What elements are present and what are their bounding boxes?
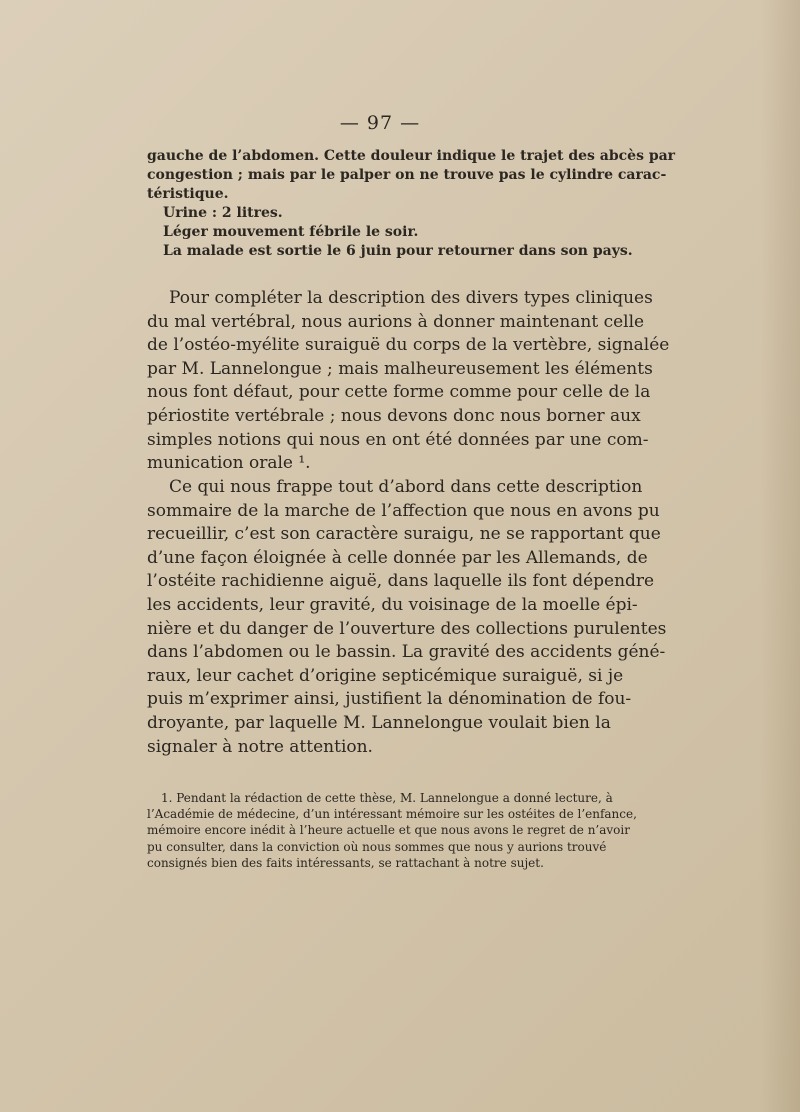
paragraph-line: recueillir, c’est son caractère suraigu, ne se rapportant que [147, 524, 661, 545]
paragraph-line: de l’ostéo-myélite suraiguë du corps de la vertèbre, signalée [147, 335, 670, 356]
paragraph-line: munication orale ¹. [147, 453, 311, 474]
paragraph-osteomyelitis [147, 287, 670, 476]
paragraph-line: sommaire de la marche de l’affection que nous en avons pu [147, 500, 660, 521]
case-line: Urine : 2 litres. [163, 205, 283, 221]
paragraph-line: par M. Lannelongue ; mais malheureusement les éléments [147, 358, 653, 379]
paragraph-suraigu [147, 476, 667, 759]
paragraph-line: nière et du danger de l’ouverture des collections purulentes [147, 618, 667, 639]
footnote-line: l’Académie de médecine, d’un intéressant mémoire sur les ostéites de l’enfance, [147, 807, 637, 822]
paragraph-line: les accidents, leur gravité, du voisinage de la moelle épi- [147, 594, 638, 615]
paragraph-line: dans l’abdomen ou le bassin. La gravité des accidents géné- [147, 642, 666, 663]
page-edge-shadow [760, 0, 800, 1112]
case-line: La malade est sortie le 6 juin pour retourner dans son pays. [163, 243, 633, 259]
case-line: congestion ; mais par le palper on ne trouve pas le cylindre carac- [147, 167, 667, 183]
paragraph-line: Pour compléter la description des divers types cliniques [169, 288, 653, 308]
paragraph-line: d’une façon éloignée à celle donnée par les Allemands, de [147, 547, 648, 568]
footnote [147, 790, 637, 871]
case-line: gauche de l’abdomen. Cette douleur indique le trajet des abcès par [147, 148, 676, 164]
paragraph-line: du mal vertébral, nous aurions à donner maintenant celle [147, 311, 645, 332]
paragraph-line: simples notions qui nous en ont été données par une com- [147, 429, 649, 450]
case-line: téristique. [147, 186, 229, 202]
case-line: Léger mouvement fébrile le soir. [163, 224, 419, 240]
paragraph-line: périostite vertébrale ; nous devons donc nous borner aux [147, 405, 641, 426]
paragraph-line: Ce qui nous frappe tout d’abord dans cette description [169, 477, 643, 497]
footnote-line: consignés bien des faits intéressants, se rattachant à notre sujet. [147, 855, 544, 870]
footnote-line: mémoire encore inédit à l’heure actuelle et que nous avons le regret de n’avoir [147, 823, 630, 838]
page-number: — 97 — [339, 112, 421, 134]
paragraph-line: puis m’exprimer ainsi, justifient la dénomination de fou- [147, 689, 632, 710]
paragraph-line: nous font défaut, pour cette forme comme pour celle de la [147, 382, 651, 403]
footnote-line: pu consulter, dans la conviction où nous sommes que nous y aurions trouvé [147, 839, 607, 854]
paragraph-line: l’ostéite rachidienne aiguë, dans laquelle ils font dépendre [147, 571, 655, 592]
paragraph-line: droyante, par laquelle M. Lannelongue voulait bien la [147, 712, 611, 733]
footnote-line: 1. Pendant la rédaction de cette thèse, M. Lannelongue a donné lecture, à [161, 791, 613, 805]
paragraph-line: raux, leur cachet d’origine septicémique suraiguë, si je [147, 665, 624, 686]
paragraph-line: signaler à notre attention. [147, 736, 373, 757]
case-report-end [147, 147, 676, 261]
